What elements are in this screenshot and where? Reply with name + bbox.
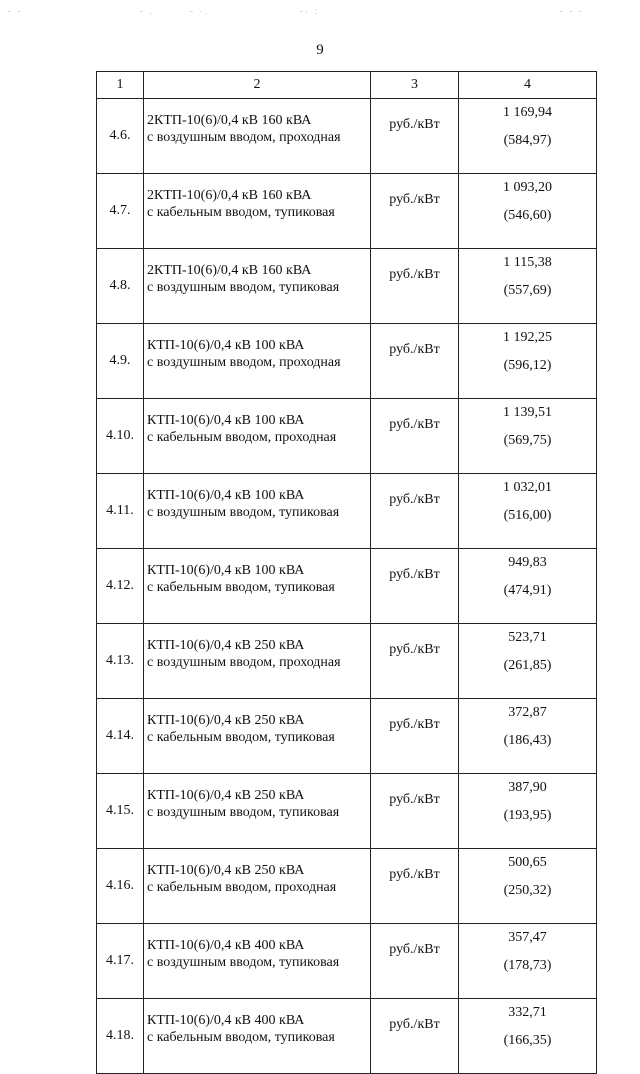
row-value: 332,71 (508, 1005, 547, 1020)
row-name-line2: с кабельным вводом, тупиковая (147, 580, 335, 595)
row-name-line2: с кабельным вводом, проходная (147, 880, 337, 895)
table-row (97, 324, 597, 399)
row-value: 357,47 (508, 930, 547, 945)
table-header-row (97, 72, 597, 99)
row-name (144, 249, 371, 324)
row-unit: руб./кВт (371, 324, 459, 399)
row-number: 4.15. (97, 774, 144, 849)
row-price (459, 249, 597, 324)
table-row (97, 99, 597, 174)
row-name-line1: 2КТП-10(6)/0,4 кВ 160 кВА (147, 113, 312, 128)
table-row (97, 249, 597, 324)
row-value-alt: (166,35) (503, 1033, 552, 1048)
row-value-alt: (557,69) (503, 283, 552, 298)
row-number: 4.12. (97, 549, 144, 624)
row-name-line2: с воздушным вводом, тупиковая (147, 280, 340, 295)
row-unit: руб./кВт (371, 549, 459, 624)
row-name (144, 399, 371, 474)
row-name-line1: КТП-10(6)/0,4 кВ 250 кВА (147, 788, 305, 803)
row-name-line2: с воздушным вводом, проходная (147, 130, 341, 145)
column-header: 3 (371, 72, 459, 99)
row-unit: руб./кВт (371, 774, 459, 849)
table-row (97, 699, 597, 774)
row-price (459, 549, 597, 624)
row-name-line1: КТП-10(6)/0,4 кВ 250 кВА (147, 713, 305, 728)
row-name (144, 849, 371, 924)
row-name-line2: с воздушным вводом, проходная (147, 655, 341, 670)
row-value-alt: (178,73) (503, 958, 552, 973)
row-name-line1: КТП-10(6)/0,4 кВ 100 кВА (147, 413, 305, 428)
scan-mark: - ·. (190, 6, 209, 16)
row-price (459, 399, 597, 474)
row-name-line1: 2КТП-10(6)/0,4 кВ 160 кВА (147, 188, 312, 203)
row-value: 1 115,38 (503, 255, 552, 270)
row-name-line2: с кабельным вводом, тупиковая (147, 205, 335, 220)
row-unit: руб./кВт (371, 624, 459, 699)
row-unit: руб./кВт (371, 174, 459, 249)
row-price (459, 849, 597, 924)
row-value-alt: (261,85) (503, 658, 552, 673)
row-value-alt: (546,60) (503, 208, 552, 223)
row-number: 4.17. (97, 924, 144, 999)
row-name-line2: с кабельным вводом, тупиковая (147, 1030, 335, 1045)
row-value: 1 032,01 (503, 480, 552, 495)
row-price (459, 324, 597, 399)
row-name-line1: 2КТП-10(6)/0,4 кВ 160 кВА (147, 263, 312, 278)
row-name-line1: КТП-10(6)/0,4 кВ 100 кВА (147, 338, 305, 353)
row-price (459, 99, 597, 174)
row-value-alt: (250,32) (503, 883, 552, 898)
row-number: 4.14. (97, 699, 144, 774)
row-name (144, 549, 371, 624)
table-row (97, 399, 597, 474)
row-unit: руб./кВт (371, 474, 459, 549)
row-value-alt: (569,75) (503, 433, 552, 448)
row-name (144, 999, 371, 1074)
row-name-line2: с воздушным вводом, тупиковая (147, 805, 340, 820)
row-price (459, 474, 597, 549)
row-number: 4.9. (97, 324, 144, 399)
row-price (459, 924, 597, 999)
table-row (97, 924, 597, 999)
scan-mark: - . (140, 6, 154, 16)
row-name (144, 324, 371, 399)
column-header: 2 (144, 72, 371, 99)
row-name-line1: КТП-10(6)/0,4 кВ 400 кВА (147, 938, 305, 953)
row-price (459, 999, 597, 1074)
row-name (144, 99, 371, 174)
row-value-alt: (193,95) (503, 808, 552, 823)
row-value-alt: (186,43) (503, 733, 552, 748)
row-name (144, 924, 371, 999)
row-name-line2: с кабельным вводом, проходная (147, 430, 337, 445)
table-row (97, 174, 597, 249)
row-name-line1: КТП-10(6)/0,4 кВ 400 кВА (147, 1013, 305, 1028)
row-unit: руб./кВт (371, 699, 459, 774)
row-value: 1 169,94 (503, 105, 552, 120)
row-price (459, 174, 597, 249)
row-name (144, 174, 371, 249)
scan-mark: - - - (560, 6, 584, 16)
row-name-line1: КТП-10(6)/0,4 кВ 100 кВА (147, 563, 305, 578)
row-value: 500,65 (508, 855, 547, 870)
row-name-line1: КТП-10(6)/0,4 кВ 100 кВА (147, 488, 305, 503)
table-row (97, 774, 597, 849)
row-value: 1 192,25 (503, 330, 552, 345)
row-number: 4.6. (97, 99, 144, 174)
row-name-line2: с воздушным вводом, тупиковая (147, 955, 340, 970)
scan-mark: -· : (300, 6, 319, 16)
row-price (459, 699, 597, 774)
row-name (144, 474, 371, 549)
row-value-alt: (596,12) (503, 358, 552, 373)
table-row (97, 474, 597, 549)
row-number: 4.7. (97, 174, 144, 249)
row-value-alt: (474,91) (503, 583, 552, 598)
row-price (459, 774, 597, 849)
row-unit: руб./кВт (371, 849, 459, 924)
row-value: 1 093,20 (503, 180, 552, 195)
row-value-alt: (584,97) (503, 133, 552, 148)
row-name-line1: КТП-10(6)/0,4 кВ 250 кВА (147, 638, 305, 653)
row-value: 949,83 (508, 555, 547, 570)
row-unit: руб./кВт (371, 399, 459, 474)
row-value: 387,90 (508, 780, 547, 795)
row-name-line2: с воздушным вводом, тупиковая (147, 505, 340, 520)
row-value-alt: (516,00) (503, 508, 552, 523)
row-number: 4.13. (97, 624, 144, 699)
row-name (144, 699, 371, 774)
row-number: 4.10. (97, 399, 144, 474)
row-number: 4.18. (97, 999, 144, 1074)
row-unit: руб./кВт (371, 999, 459, 1074)
table-body (97, 99, 597, 1074)
row-value: 523,71 (508, 630, 547, 645)
row-value: 1 139,51 (503, 405, 552, 420)
table-row (97, 549, 597, 624)
row-unit: руб./кВт (371, 249, 459, 324)
table-row (97, 849, 597, 924)
row-price (459, 624, 597, 699)
row-number: 4.8. (97, 249, 144, 324)
row-number: 4.11. (97, 474, 144, 549)
table-row (97, 999, 597, 1074)
row-name (144, 774, 371, 849)
row-name-line2: с кабельным вводом, тупиковая (147, 730, 335, 745)
column-header: 4 (459, 72, 597, 99)
row-unit: руб./кВт (371, 924, 459, 999)
column-header: 1 (97, 72, 144, 99)
row-number: 4.16. (97, 849, 144, 924)
scan-mark: - - (8, 6, 23, 16)
tariff-table (96, 71, 597, 1074)
row-name (144, 624, 371, 699)
table-row (97, 624, 597, 699)
row-name-line1: КТП-10(6)/0,4 кВ 250 кВА (147, 863, 305, 878)
page-number: 9 (316, 42, 324, 58)
row-unit: руб./кВт (371, 99, 459, 174)
row-value: 372,87 (508, 705, 547, 720)
row-name-line2: с воздушным вводом, проходная (147, 355, 341, 370)
